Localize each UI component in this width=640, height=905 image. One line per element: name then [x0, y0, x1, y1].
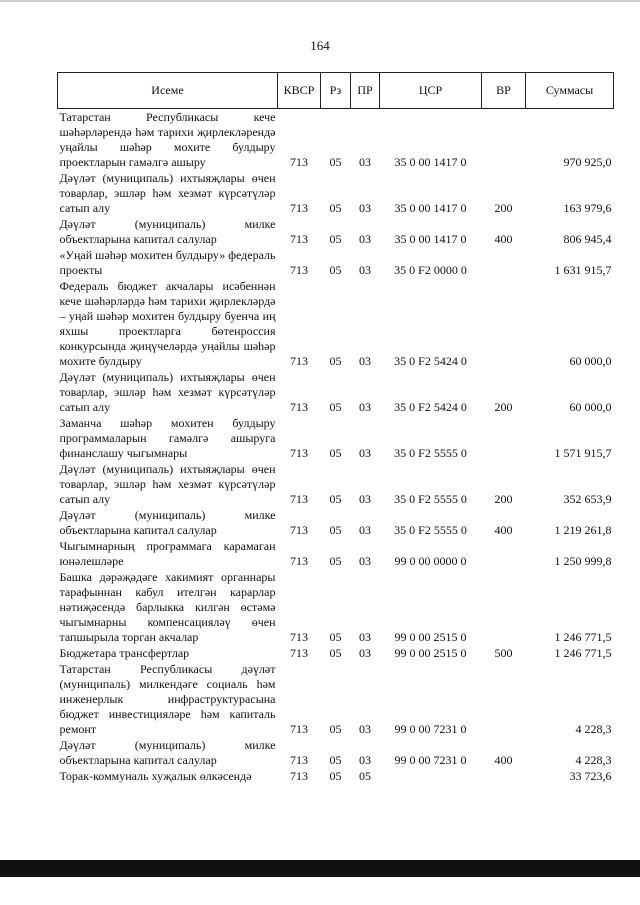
row-csr: 99 0 00 2515 0	[394, 646, 467, 660]
row-pr: 03	[359, 492, 371, 506]
row-amount: 33 723,6	[569, 769, 612, 783]
row-name: Чыгымнарның программага карамаган юнәлешләре	[59, 539, 276, 568]
row-csr: 99 0 00 7231 0	[394, 753, 467, 767]
row-kvsr: 713	[290, 400, 308, 414]
header-kvsr: КВСР	[278, 73, 321, 109]
row-amount: 60 000,0	[569, 354, 612, 368]
row-amount: 1 571 915,7	[554, 446, 612, 460]
row-name: Дәүләт (муниципаль) ихтыяҗлары өчен товарлар, эшләр һәм хезмәт күрсәтүләр сатып алу	[59, 370, 276, 414]
row-name: Татарстан Республикасы дәүләт (муниципаль) милкендәге социаль һәм инженерлык инфраструктурасына бюджет инвестицияләре һәм капиталь ремонт	[59, 662, 276, 736]
header-rz: Рз	[321, 73, 351, 109]
header-name: Исеме	[58, 73, 278, 109]
row-kvsr: 713	[290, 753, 308, 767]
row-kvsr: 713	[290, 201, 308, 215]
row-amount: 1 246 771,5	[554, 630, 612, 644]
row-pr: 03	[359, 646, 371, 660]
table-row	[58, 369, 614, 415]
table-row	[58, 507, 614, 538]
row-rz: 05	[329, 155, 342, 169]
row-kvsr: 713	[290, 492, 308, 506]
row-name: Заманча шәһәр мохитен булдыру программаларын гамәлгә ашыруга финанслашу чыгымнары	[59, 416, 276, 460]
table-row	[58, 768, 614, 784]
row-vr	[482, 768, 526, 784]
row-rz: 05	[329, 646, 342, 660]
row-pr: 03	[359, 263, 371, 277]
row-rz: 05	[329, 630, 342, 644]
row-name: Дәүләт (муниципаль) милке объектларына капитал салулар	[59, 217, 276, 246]
table-row	[58, 461, 614, 507]
row-pr: 03	[359, 232, 371, 246]
row-kvsr: 713	[290, 523, 308, 537]
row-csr: 35 0 00 1417 0	[394, 155, 467, 169]
row-csr: 35 0 F2 5555 0	[394, 523, 467, 537]
header-amount: Суммасы	[526, 73, 614, 109]
row-csr: 99 0 00 0000 0	[394, 554, 467, 568]
row-rz: 05	[329, 446, 342, 460]
table-row	[58, 737, 614, 768]
row-csr: 35 0 F2 5555 0	[394, 492, 467, 506]
row-rz: 05	[329, 769, 342, 783]
row-pr: 03	[359, 201, 371, 215]
row-kvsr: 713	[290, 263, 308, 277]
table-row	[58, 247, 614, 278]
table-row	[58, 109, 614, 171]
top-edge-line	[0, 0, 640, 2]
row-csr: 35 0 F2 5424 0	[394, 400, 467, 414]
row-name: Дәүләт (муниципаль) милке объектларына капитал салулар	[59, 738, 276, 767]
row-name: Татарстан Республикасы кече шәһәрләрендә һәм тарихи җирлекләрендә уңайлы шәһәр мохите булдыру проектларын гамәлгә ашыру	[59, 110, 276, 169]
table-row	[58, 661, 614, 737]
row-kvsr: 713	[290, 769, 308, 783]
row-amount: 60 000,0	[569, 400, 612, 414]
page-number: 164	[310, 38, 330, 53]
header-vr: ВР	[482, 73, 526, 109]
row-csr: 35 0 F2 5424 0	[394, 354, 467, 368]
row-pr: 03	[359, 753, 371, 767]
row-amount: 4 228,3	[575, 722, 612, 736]
table-header-row	[58, 73, 614, 109]
row-vr: 500	[494, 646, 513, 660]
row-pr: 03	[359, 554, 371, 568]
table-row	[58, 216, 614, 247]
row-vr	[482, 661, 526, 737]
row-kvsr: 713	[290, 232, 308, 246]
table-row	[58, 170, 614, 216]
row-rz: 05	[329, 523, 342, 537]
row-pr: 03	[359, 354, 371, 368]
row-amount: 163 979,6	[563, 201, 612, 215]
row-name: Бюджетара трансфертлар	[59, 646, 190, 660]
row-vr	[482, 569, 526, 645]
row-amount: 1 246 771,5	[554, 646, 612, 660]
row-amount: 1 631 915,7	[554, 263, 612, 277]
row-vr	[482, 415, 526, 461]
table-row	[58, 645, 614, 661]
row-pr: 03	[359, 446, 371, 460]
row-rz: 05	[329, 722, 342, 736]
row-vr: 200	[494, 400, 513, 414]
row-name: Дәүләт (муниципаль) милке объектларына капитал салулар	[59, 508, 276, 537]
row-vr	[482, 247, 526, 278]
row-csr: 35 0 F2 5555 0	[394, 446, 467, 460]
row-kvsr: 713	[290, 446, 308, 460]
row-pr: 03	[359, 400, 371, 414]
row-kvsr: 713	[290, 354, 308, 368]
row-amount: 1 219 261,8	[554, 523, 612, 537]
row-rz: 05	[329, 400, 342, 414]
row-kvsr: 713	[290, 155, 308, 169]
row-name: Дәүләт (муниципаль) ихтыяҗлары өчен товарлар, эшләр һәм хезмәт күрсәтүләр сатып алу	[59, 462, 276, 506]
row-amount: 352 653,9	[563, 492, 612, 506]
row-vr	[482, 278, 526, 369]
row-name: Дәүләт (муниципаль) ихтыяҗлары өчен товарлар, эшләр һәм хезмәт күрсәтүләр сатып алу	[59, 171, 276, 215]
table-row	[58, 538, 614, 569]
header-csr: ЦСР	[380, 73, 482, 109]
row-amount: 1 250 999,8	[554, 554, 612, 568]
table-row	[58, 415, 614, 461]
row-vr	[482, 109, 526, 171]
row-amount: 806 945,4	[563, 232, 612, 246]
row-pr: 05	[359, 769, 371, 783]
row-kvsr: 713	[290, 554, 308, 568]
row-vr: 400	[494, 523, 513, 537]
table-row	[58, 569, 614, 645]
row-name: «Уңай шәһәр мохитен булдыру» федераль проекты	[59, 248, 276, 277]
row-vr: 200	[494, 201, 513, 215]
row-rz: 05	[329, 201, 342, 215]
table-row	[58, 278, 614, 369]
row-csr: 35 0 F2 0000 0	[394, 263, 467, 277]
row-vr: 200	[494, 492, 513, 506]
row-pr: 03	[359, 630, 371, 644]
row-vr: 400	[494, 753, 513, 767]
scan-bottom-bar	[0, 860, 640, 877]
row-kvsr: 713	[290, 630, 308, 644]
row-pr: 03	[359, 155, 371, 169]
row-rz: 05	[329, 232, 342, 246]
row-rz: 05	[329, 354, 342, 368]
row-kvsr: 713	[290, 722, 308, 736]
row-csr	[380, 768, 482, 784]
row-kvsr: 713	[290, 646, 308, 660]
row-rz: 05	[329, 753, 342, 767]
header-pr: ПР	[351, 73, 380, 109]
row-amount: 970 925,0	[563, 155, 612, 169]
row-name: Башка дәрәҗәдәге хакимият органнары тарафыннан кабул ителгән карарлар нәтиҗәсендә барлыкка килгән өстәмә чыгымнарны компенсацияләү өчен тапшырыла торган акчалар	[59, 570, 276, 644]
row-csr: 35 0 00 1417 0	[394, 232, 467, 246]
budget-table	[57, 72, 614, 784]
row-amount: 4 228,3	[575, 753, 612, 767]
row-csr: 99 0 00 7231 0	[394, 722, 467, 736]
row-name: Федераль бюджет акчалары исәбеннән кече шәһәрләрдә һәм тарихи җирлекләрдә – уңай шәһәр мохитен булдыру буенча иң яхшы проектларга бөтенроссия конкурсында җиңүчеләрдә уңайлы шәһәр мохите булдыру	[59, 279, 276, 368]
row-csr: 99 0 00 2515 0	[394, 630, 467, 644]
row-name: Торак-коммуналь хуҗалык өлкәсендә	[59, 769, 252, 783]
row-rz: 05	[329, 554, 342, 568]
row-vr	[482, 538, 526, 569]
row-pr: 03	[359, 523, 371, 537]
row-pr: 03	[359, 722, 371, 736]
row-csr: 35 0 00 1417 0	[394, 201, 467, 215]
row-vr: 400	[494, 232, 513, 246]
row-rz: 05	[329, 263, 342, 277]
row-rz: 05	[329, 492, 342, 506]
